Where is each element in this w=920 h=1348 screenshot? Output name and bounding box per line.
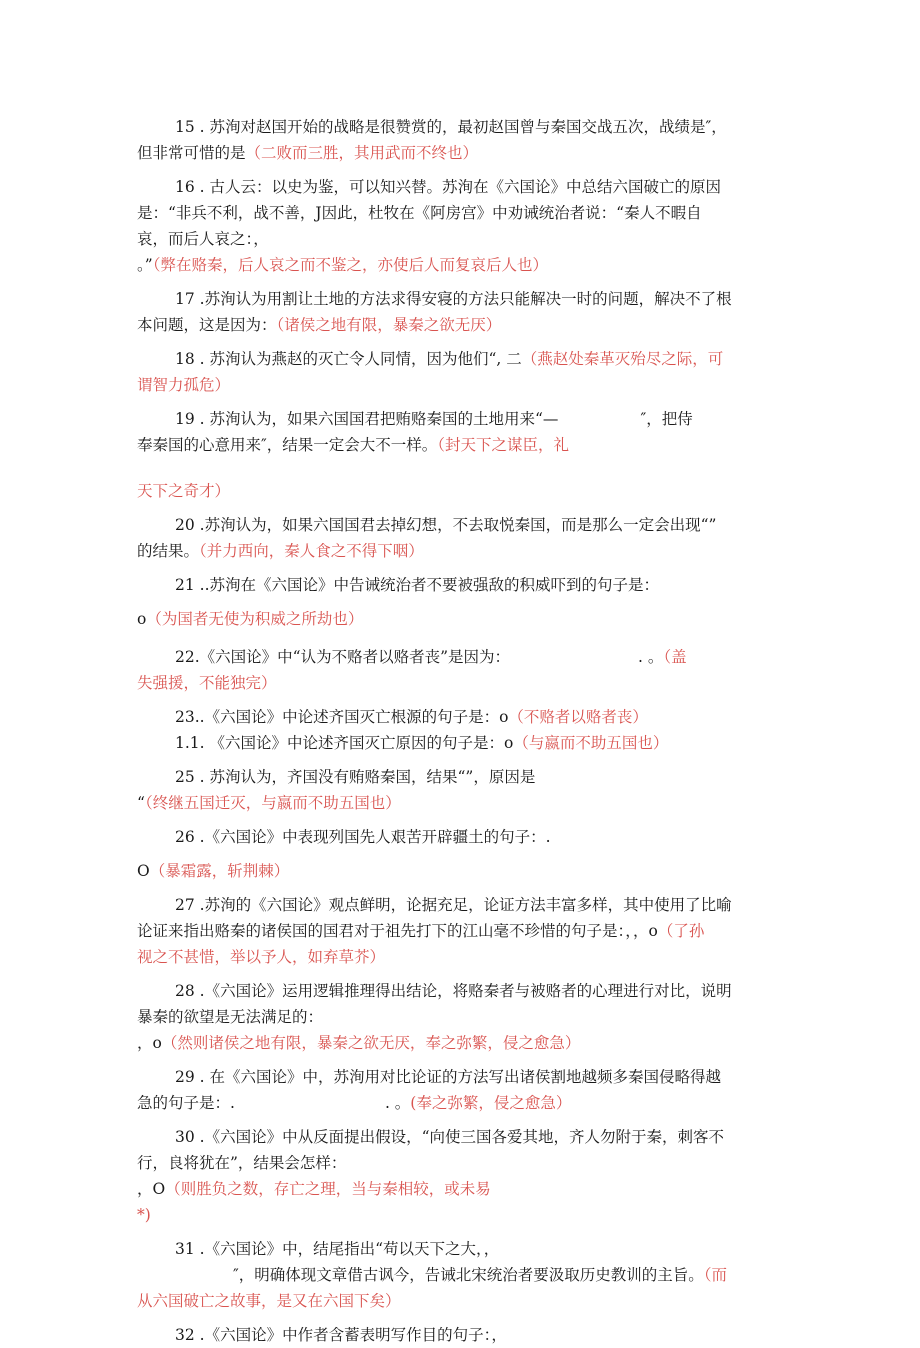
q17-line2: 本问题，这是因为：（诸侯之地有限，暴秦之欲无厌） [137, 316, 502, 334]
q21-line2: o（为国者无使为积威之所劫也） [137, 610, 364, 628]
q28-line3: ，o（然则诸侯之地有限，暴秦之欲无厌，奉之弥繁，侵之愈急） [137, 1034, 581, 1052]
document-page [137, 114, 787, 1348]
q31-answer-part2: 从六国破亡之故事，是又在六国下矣） [137, 1292, 401, 1310]
q30-line2: 行，良将犹在”，结果会怎样： [137, 1154, 347, 1172]
q29-line1: 29 . 在《六国论》中，苏洵用对比论证的方法写出诸侯割地越频多秦国侵略得越 [175, 1068, 722, 1086]
q15-answer: （二败而三胜，其用武而不终也） [245, 144, 479, 162]
q26-line1: 26 .《六国论》中表现列国先人艰苦开辟疆土的句子：. [175, 828, 551, 846]
q17-line1: 17 .苏洵认为用割让土地的方法求得安寝的方法只能解决一时的问题，解决不了根 [175, 290, 732, 308]
q21-answer: （为国者无使为积威之所劫也） [146, 610, 364, 628]
q16-line3: 哀，而后人哀之：， [137, 230, 269, 248]
q26-line2: O（暴霜露，斩荆棘） [137, 862, 290, 880]
q15-line2: 但非常可惜的是（二败而三胜，其用武而不终也） [137, 144, 479, 162]
q23-answer: （不赂者以赂者丧） [508, 708, 648, 726]
q22-answer-part2: 失强援，不能独完） [137, 674, 277, 692]
q24-line1: 1.1. 《六国论》中论述齐国灭亡原因的句子是：o（与嬴而不助五国也） [175, 734, 669, 752]
q29-answer: (奉之弥繁，侵之愈急） [410, 1094, 572, 1112]
q18-answer-part2: 谓智力孤危） [137, 376, 231, 394]
q25-answer: （终继五国迁灭，与嬴而不助五国也） [144, 794, 401, 812]
q31-line2: ″，明确体现文章借古讽今，告诫北宋统治者要汲取历史教训的主旨。（而 [233, 1266, 728, 1284]
q26-answer: （暴霜露，斩荆棘） [149, 862, 290, 880]
q16-line2: 是：“非兵不利，战不善，J因此，杜牧在《阿房宫》中劝诫统治者说：“秦人不暇自 [137, 204, 702, 222]
q16-answer: （弊在赂秦，后人哀之而不鉴之，亦使后人而复哀后人也） [152, 256, 548, 274]
q18-answer-part1: （燕赵处秦革灭殆尽之际，可 [521, 350, 724, 368]
q20-line1: 20 .苏洵认为，如果六国国君去掉幻想，不去取悦秦国，而是那么一定会出现“” [175, 516, 717, 534]
q27-answer-part1: （了孙 [657, 922, 705, 940]
q22-line1: 22.《六国论》中“认为不赂者以赂者丧”是因为： . 。（盖 [175, 648, 687, 666]
q22-answer-part1: （盖 [663, 648, 687, 666]
q30-answer-part1: （则胜负之数，存亡之理，当与秦相较，或未易 [165, 1180, 491, 1198]
q27-line2: 论证来指出赂秦的诸侯国的国君对于祖先打下的江山毫不珍惜的句子是：，，o（了孙 [137, 922, 705, 940]
q16-line4: 。”（弊在赂秦，后人哀之而不鉴之，亦使后人而复哀后人也） [137, 256, 548, 274]
q27-line1: 27 .苏洵的《六国论》观点鲜明，论据充足，论证方法丰富多样，其中使用了比喻 [175, 896, 732, 914]
q27-answer-part2: 视之不甚惜，举以予人，如弃草芥） [137, 948, 386, 966]
q30-answer-part2: *) [137, 1206, 151, 1224]
q31-answer-part1: （而 [703, 1266, 728, 1284]
q17-answer: （诸侯之地有限，暴秦之欲无厌） [276, 316, 502, 334]
q31-line1: 31 .《六国论》中，结尾指出“苟以天下之大，， [175, 1240, 500, 1258]
q20-line2: 的结果。（并力西向，秦人食之不得下咽） [137, 542, 424, 560]
q18-line1: 18 . 苏洵认为燕赵的灭亡令人同情，因为他们“, 二（燕赵处秦革灭殆尽之际，可 [175, 350, 724, 368]
q28-line1: 28 .《六国论》运用逻辑推理得出结论，将赂秦者与被赂者的心理进行对比，说明 [175, 982, 732, 1000]
q24-answer: （与嬴而不助五国也） [513, 734, 669, 752]
q19-answer-part1: （封天下之谋臣，礼 [437, 436, 570, 454]
q25-line2: “（终继五国迁灭，与嬴而不助五国也） [137, 794, 401, 812]
q19-answer-part2: 天下之奇才） [137, 482, 231, 500]
q30-line1: 30 .《六国论》中从反面提出假设，“向使三国各爱其地，齐人勿附于秦，刺客不 [175, 1128, 725, 1146]
q19-line1: 19 . 苏洵认为，如果六国国君把贿赂秦国的土地用来“— ″，把侍 [175, 410, 693, 428]
q16-line1: 16 . 古人云：以史为鉴，可以知兴替。苏洵在《六国论》中总结六国破亡的原因 [175, 178, 722, 196]
q19-line2: 奉秦国的心意用来″，结果一定会大不一样。（封天下之谋臣，礼 [137, 436, 570, 454]
q20-answer: （并力西向，秦人食之不得下咽） [199, 542, 424, 560]
q28-line2: 暴秦的欲望是无法满足的： [137, 1008, 324, 1026]
q28-answer: （然则诸侯之地有限，暴秦之欲无厌，奉之弥繁，侵之愈急） [161, 1034, 581, 1052]
q23-line1: 23..《六国论》中论述齐国灭亡根源的句子是：o（不赂者以赂者丧） [175, 708, 648, 726]
q30-line3: ，O（则胜负之数，存亡之理，当与秦相较，或未易 [137, 1180, 491, 1198]
q32-line1: 32 .《六国论》中作者含蓄表明写作目的句子：， [175, 1326, 507, 1344]
q29-line2: 急的句子是：. . 。(奉之弥繁，侵之愈急） [137, 1094, 572, 1112]
q15-line1: 15 . 苏洵对赵国开始的战略是很赞赏的，最初赵国曾与秦国交战五次，战绩是″， [175, 118, 727, 136]
q25-line1: 25 . 苏洵认为，齐国没有贿赂秦国，结果“”，原因是 [175, 768, 536, 786]
q21-line1: 21 ..苏洵在《六国论》中告诫统治者不要被强敌的积威吓到的句子是： [175, 576, 660, 594]
